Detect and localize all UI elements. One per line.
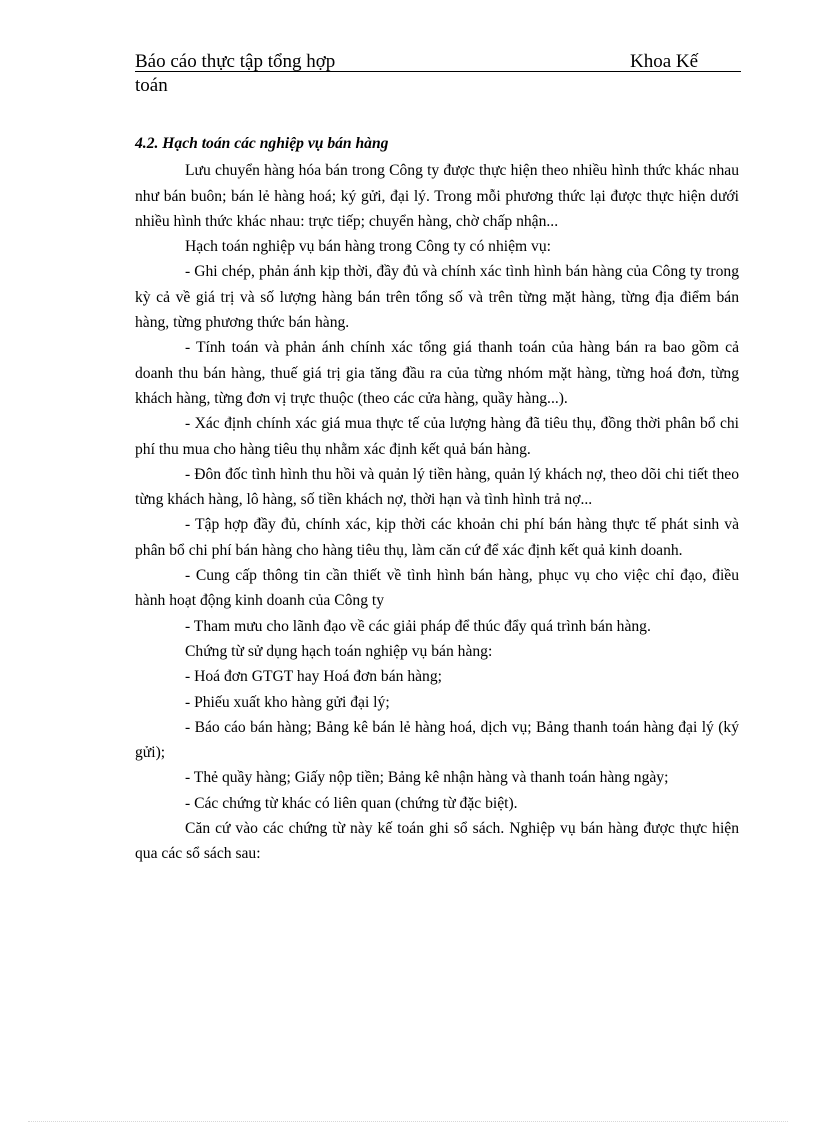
paragraph: - Đôn đốc tình hình thu hồi và quản lý tiền hàng, quản lý khách nợ, theo dõi chi tiết theo từng khách hàng, lô hàng, số tiền khách nợ, thời hạn và tình hình trả nợ...: [135, 465, 739, 509]
paragraph: - Báo cáo bán hàng; Bảng kê bán lẻ hàng hoá, dịch vụ; Bảng thanh toán hàng đại lý (ký gửi);: [135, 718, 739, 762]
paragraph: Lưu chuyển hàng hóa bán trong Công ty được thực hiện theo nhiều hình thức khác nhau như bán buôn; bán lẻ hàng hoá; ký gửi, đại lý. Trong mỗi phương thức lại được thực hiện dưới nhiều hình thức khác nhau: trực tiếp; chuyển hàng, chờ chấp nhận...: [135, 162, 739, 230]
department-name-continued: toán: [135, 75, 168, 96]
paragraph: Căn cứ vào các chứng từ này kế toán ghi sổ sách. Nghiệp vụ bán hàng được thực hiện qua các sổ sách sau:: [135, 820, 739, 863]
paragraph: - Tham mưu cho lãnh đạo về các giải pháp để thúc đẩy quá trình bán hàng.: [185, 617, 651, 635]
header-rule: [135, 71, 741, 72]
department-name: Khoa Kế: [630, 51, 699, 72]
paragraph: Chứng từ sử dụng hạch toán nghiệp vụ bán hàng:: [185, 642, 493, 660]
paragraph: - Thẻ quầy hàng; Giấy nộp tiền; Bảng kê nhận hàng và thanh toán hàng ngày;: [185, 769, 669, 787]
section-body: [135, 131, 739, 867]
paragraph: - Hoá đơn GTGT hay Hoá đơn bán hàng;: [185, 668, 442, 686]
paragraph: - Tính toán và phản ánh chính xác tổng giá thanh toán của hàng bán ra bao gồm cả doanh thu bán hàng, thuế giá trị gia tăng đầu ra của từng nhóm mặt hàng, từng hoá đơn, từng khách hàng, từng đơn vị trực thuộc (theo các cửa hàng, quầy hàng...).: [135, 339, 739, 407]
paragraph: Hạch toán nghiệp vụ bán hàng trong Công ty có nhiệm vụ:: [185, 238, 551, 256]
section-heading: 4.2. Hạch toán các nghiệp vụ bán hàng: [135, 135, 389, 152]
paragraph: - Xác định chính xác giá mua thực tế của lượng hàng đã tiêu thụ, đồng thời phân bổ chi phí thu mua cho hàng tiêu thụ nhằm xác định kết quả bán hàng.: [135, 415, 739, 458]
header-line: [135, 50, 741, 74]
paragraph: - Tập hợp đầy đủ, chính xác, kịp thời các khoản chi phí bán hàng thực tế phát sinh và phân bổ chi phí bán hàng cho hàng tiêu thụ, làm căn cứ để xác định kết quả kinh doanh.: [135, 516, 739, 559]
paragraph: - Phiếu xuất kho hàng gửi đại lý;: [185, 693, 390, 711]
report-title: Báo cáo thực tập tổng hợp: [135, 51, 336, 72]
paragraph: - Cung cấp thông tin cần thiết về tình hình bán hàng, phục vụ cho việc chỉ đạo, điều hành hoạt động kinh doanh của Công ty: [135, 567, 739, 610]
page-bottom-border: [28, 1121, 788, 1122]
paragraph: - Ghi chép, phản ánh kịp thời, đầy đủ và chính xác tình hình bán hàng của Công ty trong kỳ cả về giá trị và số lượng hàng bán trên tổng số và trên từng mặt hàng, từng địa điểm bán hàng, từng phương thức bán hàng.: [135, 263, 739, 332]
page-header: [135, 50, 741, 96]
paragraph: - Các chứng từ khác có liên quan (chứng từ đặc biệt).: [185, 794, 518, 812]
